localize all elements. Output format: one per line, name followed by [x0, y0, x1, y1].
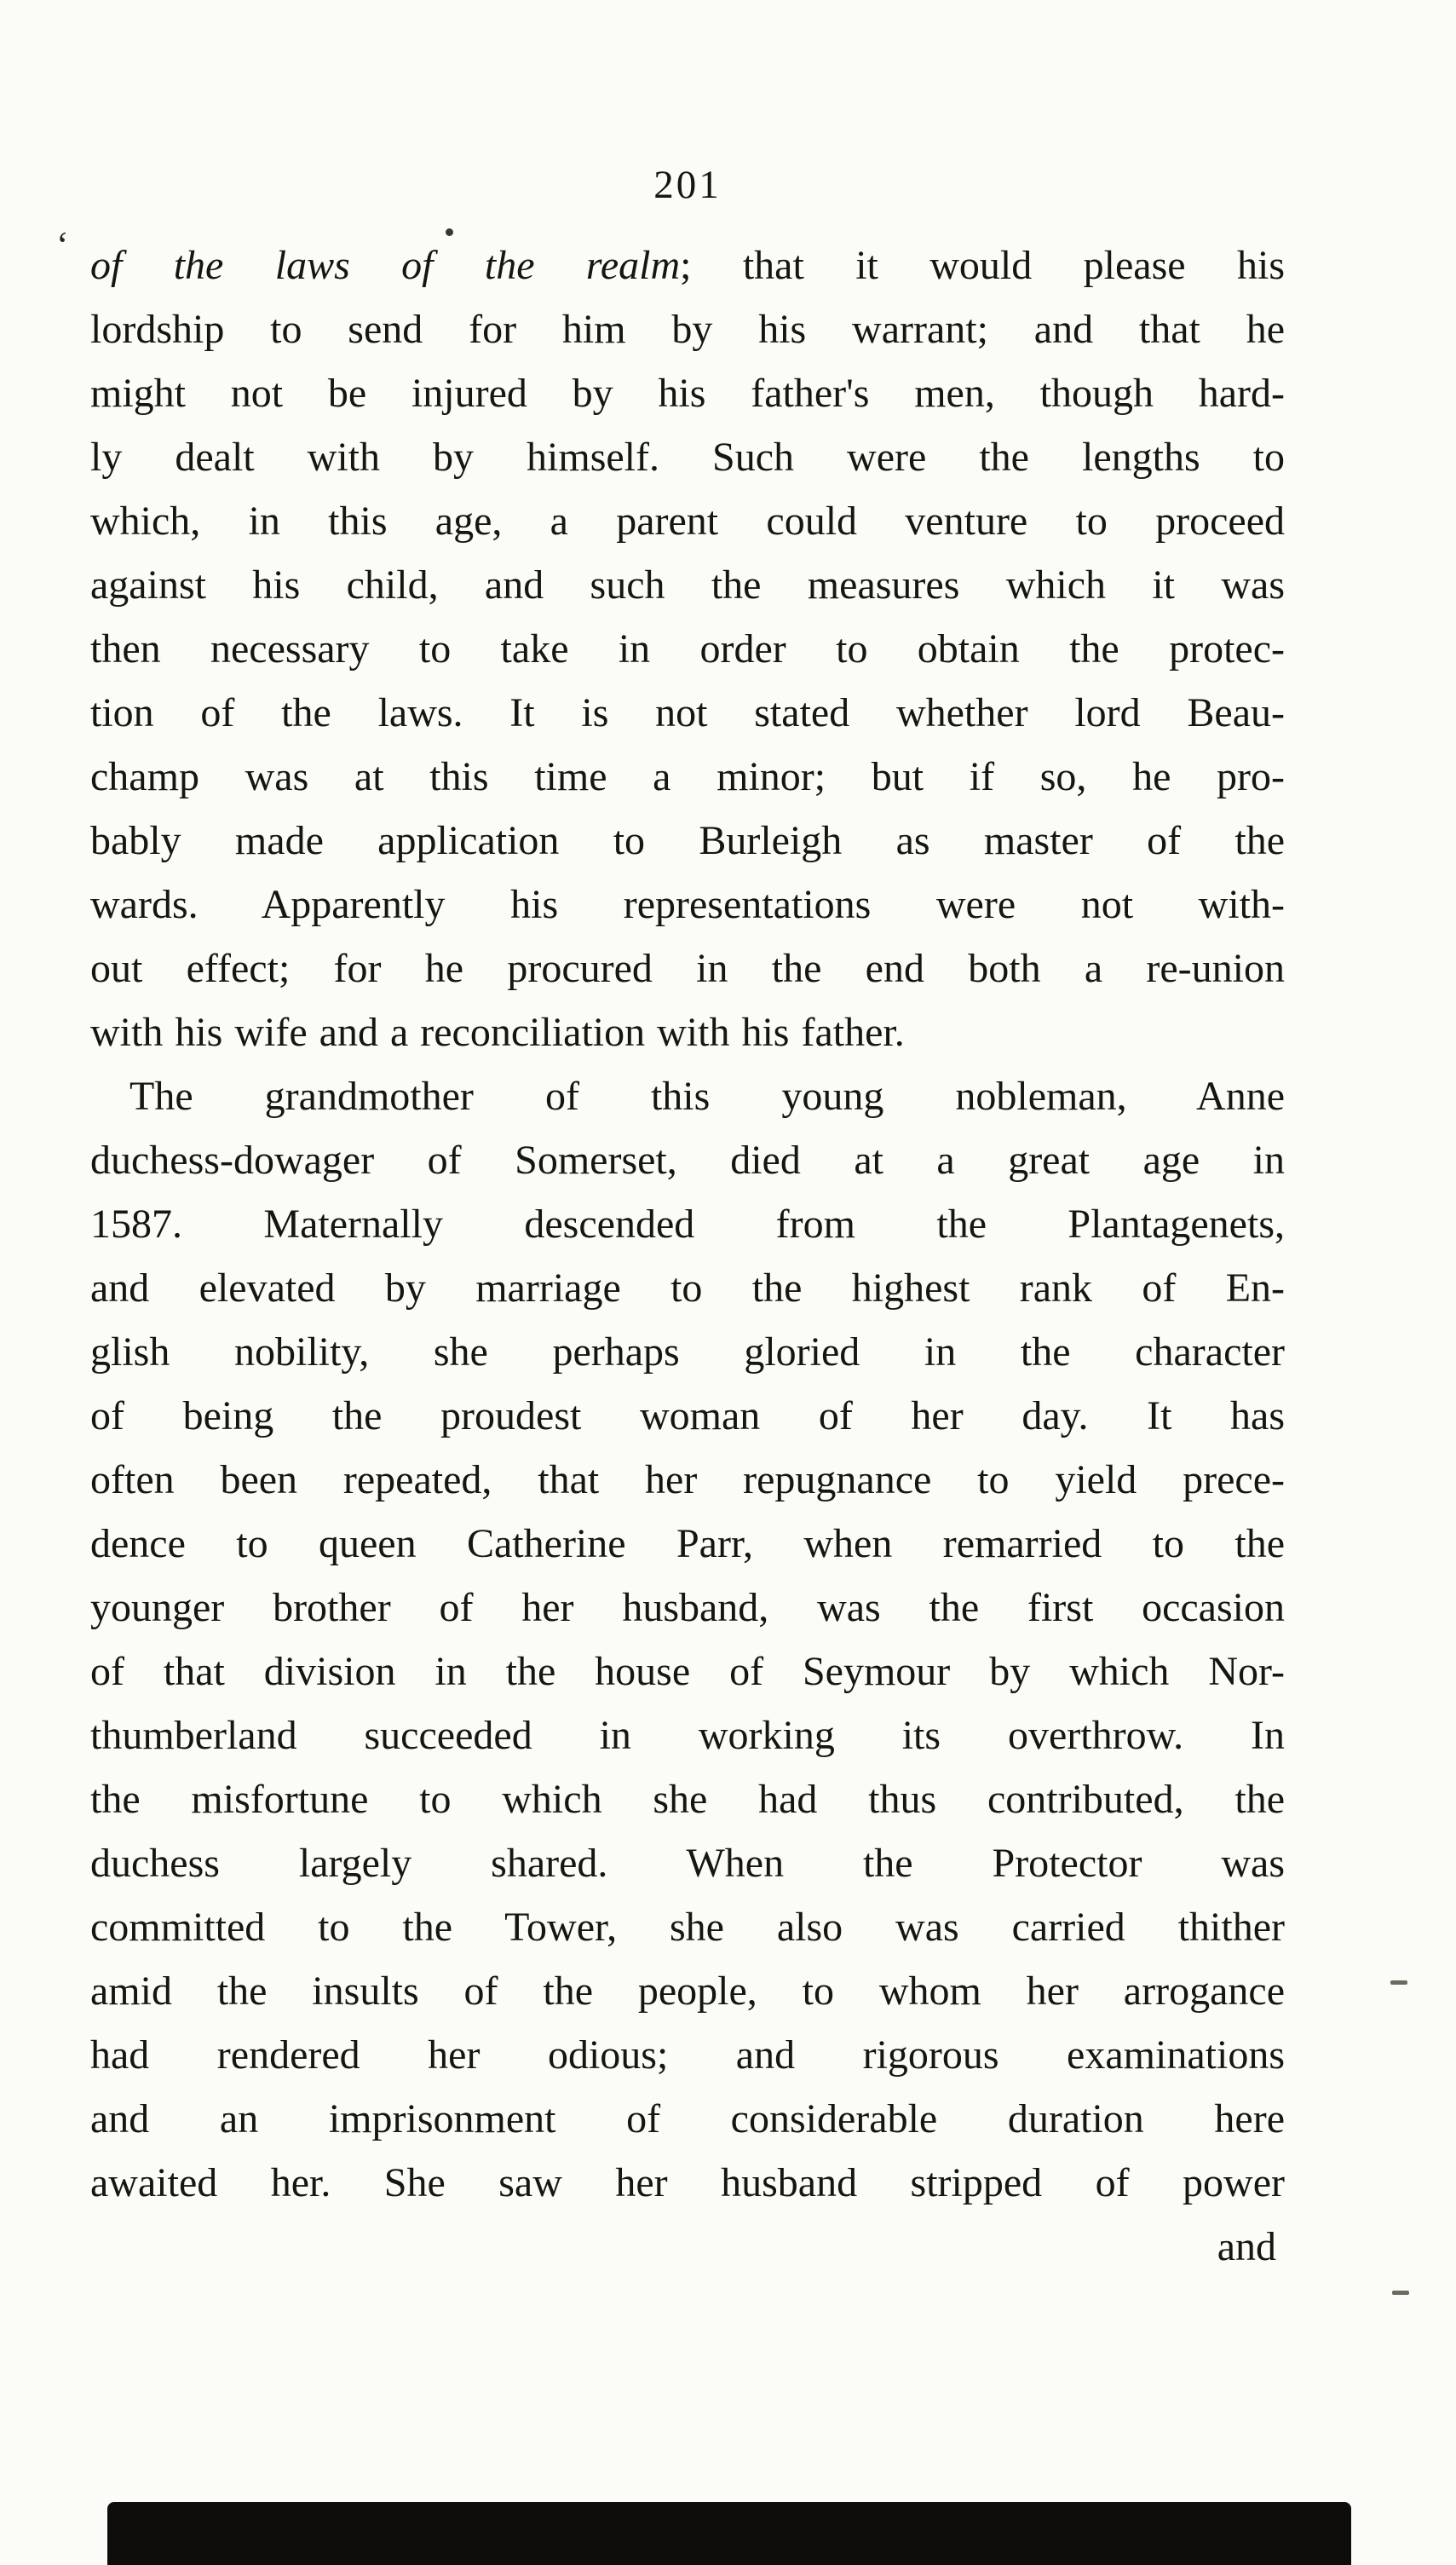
text-segment: ; that it would please his: [680, 243, 1285, 288]
text-segment: champ was at this time a minor; but if so, he pro-: [90, 754, 1285, 799]
text-segment: 1587. Maternally descended from the Plantagenets,: [90, 1202, 1285, 1247]
text-line: [90, 1576, 1285, 1640]
text-line: [90, 1000, 1285, 1064]
scan-artifact-dash: [1392, 2291, 1409, 2295]
text-line: [90, 937, 1285, 1000]
text-segment: wards. Apparently his representations were not with-: [90, 882, 1285, 927]
text-line: [90, 681, 1285, 745]
text-line: [90, 425, 1285, 489]
text-line: [90, 1320, 1285, 1384]
text-segment: the misfortune to which she had thus contributed, the: [90, 1777, 1285, 1822]
text-line: [90, 2151, 1285, 2215]
text-line: [90, 1512, 1285, 1576]
paragraphs-container: [90, 233, 1285, 2215]
text-line: [90, 2023, 1285, 2087]
text-block: [90, 159, 1285, 2279]
scan-artifact-bottom-bar: [107, 2502, 1351, 2565]
text-line: [90, 873, 1285, 937]
text-line: [90, 2087, 1285, 2151]
text-segment: awaited her. She saw her husband stripped of power: [90, 2160, 1285, 2205]
text-segment: might not be injured by his father's men, though hard-: [90, 371, 1285, 416]
text-segment: often been repeated, that her repugnance to yield prece-: [90, 1457, 1285, 1502]
text-line: [90, 1192, 1285, 1256]
text-segment: glish nobility, she perhaps gloried in the character: [90, 1329, 1285, 1375]
catchword: and: [1217, 2224, 1276, 2269]
text-line: [90, 1256, 1285, 1320]
text-segment: committed to the Tower, she also was carried thither: [90, 1905, 1285, 1950]
text-segment: out effect; for he procured in the end both a re-union: [90, 946, 1285, 991]
text-segment: amid the insults of the people, to whom her arrogance: [90, 1968, 1285, 2014]
text-line: [90, 1384, 1285, 1448]
text-line: [90, 617, 1285, 681]
text-segment: lordship to send for him by his warrant; and that he: [90, 307, 1285, 352]
text-line: [90, 553, 1285, 617]
scan-artifact-quote-mark: ‘: [56, 224, 69, 266]
italic-text-segment: of the laws of the realm: [90, 243, 681, 288]
paragraph: [90, 1064, 1285, 2215]
text-segment: bably made application to Burleigh as master of the: [90, 818, 1285, 863]
text-segment: against his child, and such the measures which it was: [90, 562, 1285, 608]
text-line: [90, 361, 1285, 425]
text-line: [90, 809, 1285, 873]
text-segment: ly dealt with by himself. Such were the lengths to: [90, 435, 1285, 480]
text-segment: thumberland succeeded in working its overthrow. In: [90, 1713, 1285, 1758]
text-segment: dence to queen Catherine Parr, when remarried to the: [90, 1521, 1285, 1566]
text-segment: then necessary to take in order to obtain the protec-: [90, 626, 1285, 672]
text-segment: of that division in the house of Seymour by which Nor-: [90, 1649, 1285, 1694]
text-line: [90, 1448, 1285, 1512]
text-line: [90, 489, 1285, 553]
text-line: [90, 1064, 1285, 1128]
text-line: [90, 1767, 1285, 1831]
text-segment: tion of the laws. It is not stated whether lord Beau-: [90, 690, 1285, 735]
text-line: [90, 1959, 1285, 2023]
text-segment: younger brother of her husband, was the first occasion: [90, 1585, 1285, 1630]
text-line: [90, 233, 1285, 297]
text-segment: had rendered her odious; and rigorous examinations: [90, 2032, 1285, 2078]
text-segment: with his wife and a reconciliation with his father.: [90, 1010, 905, 1055]
text-segment: of being the proudest woman of her day. It has: [90, 1393, 1285, 1438]
text-line: [90, 1895, 1285, 1959]
text-segment: duchess-dowager of Somerset, died at a great age in: [90, 1138, 1285, 1183]
text-segment: which, in this age, a parent could venture to proceed: [90, 499, 1285, 544]
text-segment: and elevated by marriage to the highest rank of En-: [90, 1265, 1285, 1311]
text-line: [90, 1640, 1285, 1703]
text-line: [90, 1703, 1285, 1767]
text-segment: and an imprisonment of considerable duration here: [90, 2096, 1285, 2141]
paragraph: [90, 233, 1285, 1064]
text-line: [90, 745, 1285, 809]
page-number: 201: [653, 163, 722, 207]
text-line: [90, 1128, 1285, 1192]
text-line: [90, 1831, 1285, 1895]
text-line: [90, 297, 1285, 361]
scan-artifact-dash: [1390, 1980, 1407, 1985]
text-segment: duchess largely shared. When the Protector was: [90, 1841, 1285, 1886]
text-segment: The grandmother of this young nobleman, Anne: [129, 1074, 1285, 1119]
